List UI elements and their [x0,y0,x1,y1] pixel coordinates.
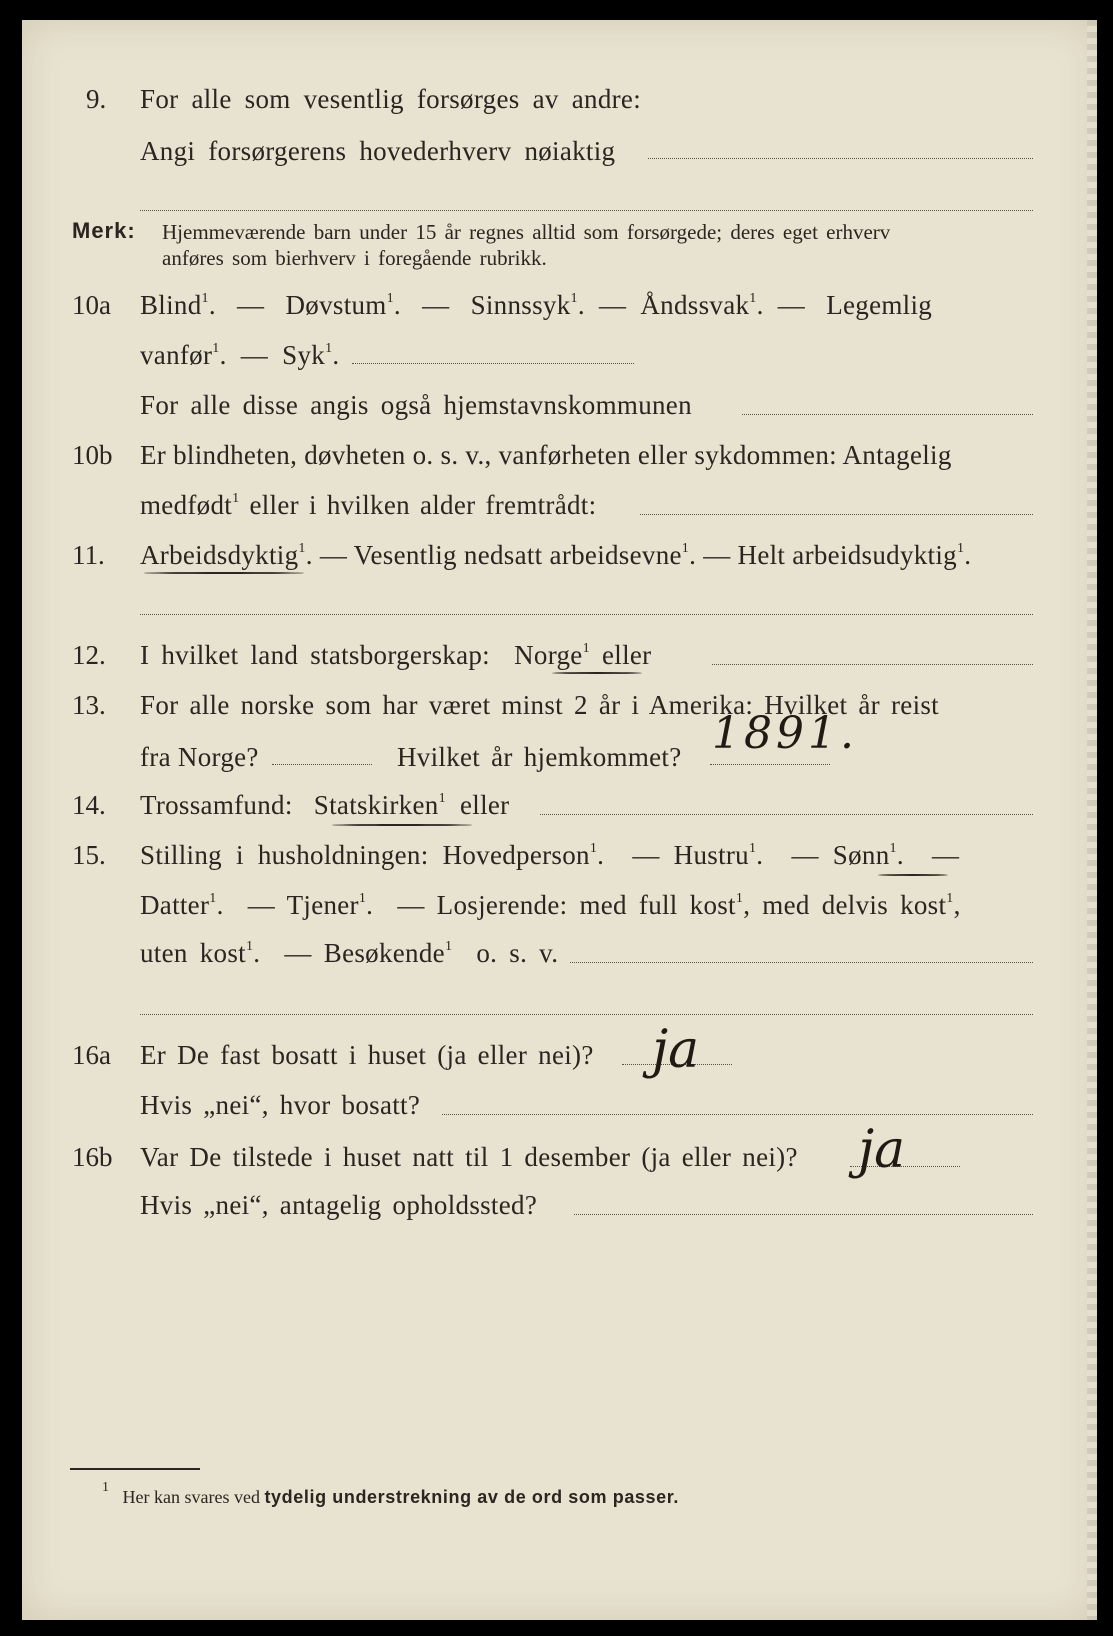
option-blind[interactable]: Blind [140,290,202,320]
q10a-line3: For alle disse angis også hjemstavnskommunen [140,390,692,420]
item-number-14: 14. [72,790,106,820]
q10b-line1: Er blindheten, døvheten o. s. v., vanførheten eller sykdommen: Antagelig [140,440,952,470]
q16a-line2: Hvis „nei“, hvor bosatt? [140,1090,421,1120]
merk-line2: anføres som bierhverv i foregående rubrikk. [162,246,547,270]
option-uten-kost[interactable]: uten kost [140,938,246,968]
footnote-rule [70,1468,200,1470]
q15-answer-line[interactable] [570,962,1033,963]
option-arbeidsudyktig[interactable]: — Helt arbeidsudyktig [703,540,957,570]
q13-fra: fra Norge? [140,742,259,772]
option-tjener[interactable]: — Tjener [247,890,359,920]
q11-answer-line[interactable] [140,614,1033,615]
option-datter[interactable]: Datter [140,890,210,920]
footnote-ref: 1 [358,891,367,906]
footnote-ref: 1 [386,291,394,306]
q10b-line2-rest: eller i hvilken alder fremtrådt: [249,490,597,520]
merk-label: Merk: [72,218,136,243]
q10b-line2 [140,490,596,521]
option-hovedperson[interactable]: Stilling i husholdningen: Hovedperson [140,840,590,870]
handwritten-answer-ja-16a: ja [652,1020,700,1080]
q10b-answer-line[interactable] [640,514,1033,515]
census-form-page [22,20,1097,1620]
handwritten-underline-sonn [878,874,948,876]
q9-line1: For alle som vesentlig forsørges av andre: [140,84,641,114]
merk-line1: Hjemmeværende barn under 15 år regnes alltid som forsørgede; deres eget erhverv [162,220,891,244]
handwritten-underline-statskirken [332,824,472,826]
footnote-ref: 1 [681,541,690,556]
item-number-15: 15. [72,840,106,870]
q16b-line1: Var De tilstede i huset natt til 1 desember (ja eller nei)? [140,1142,798,1172]
footnote-ref: 1 [212,341,220,356]
item-number-13: 13. [72,690,106,720]
item-number-10a: 10a [72,290,111,320]
footnote-ref: 1 [232,491,240,506]
q15-comma: , [953,890,961,920]
q15-line2: Datter$^1$. — Tjener$^1$. — Losjerende: med full kost$^1$, med delvis kost$^1$, [140,890,961,920]
q15-dash: — [931,840,960,870]
q10a-line1: Blind$^1$. — Døvstum$^1$. — Sinnssyk$^1$. — Åndssvak$^1$. — Legemlig [140,290,933,320]
q14-label: Trossamfund: [140,790,293,820]
option-sinnssyk[interactable]: Sinnssyk [470,290,571,320]
option-vanfor[interactable]: vanfør [140,340,213,370]
q15-answer-line-2[interactable] [140,1014,1033,1015]
footnote-ref: 1 [325,341,333,356]
footnote-mark: 1 [102,1480,109,1495]
page-edge [1087,20,1097,1620]
q12-label: I hvilket land statsborgerskap: [140,640,490,670]
handwritten-underline-norge [552,672,642,674]
option-norge[interactable]: Norge [514,640,583,670]
option-besokende[interactable]: — Besøkende [284,938,445,968]
footnote-ref: 1 [438,791,446,806]
footnote-ref: 1 [749,291,757,306]
footnote-ref: 1 [245,939,254,954]
item-number-12: 12. [72,640,106,670]
footnote [102,1480,679,1508]
q13-line1: For alle norske som har været minst 2 år i Amerika: Hvilket år reist [140,690,939,720]
footnote-ref: 1 [589,841,598,856]
q13-reist-answer-line[interactable] [272,764,372,765]
q16a-line1: Er De fast bosatt i huset (ja eller nei)? [140,1040,594,1070]
footnote-text-b: tydelig understrekning av de ord som passer. [264,1487,679,1507]
footnote-ref: 1 [298,541,306,556]
footnote-ref: 1 [444,939,453,954]
option-medfodt[interactable]: medfødt [140,490,233,520]
handwritten-answer-ja-16b: ja [858,1120,906,1180]
q11-line: Arbeidsdyktig$^1$. — Vesentlig nedsatt arbeidsevne$^1$. — Helt arbeidsudyktig$^1$. [140,540,972,570]
footnote-ref: 1 [889,841,897,856]
footnote-ref: 1 [956,541,965,556]
footnote-ref: 1 [748,841,757,856]
option-syk[interactable]: Syk [282,340,326,370]
handwritten-year-1891: 1891. [712,708,858,759]
option-andssvak[interactable]: Åndssvak [640,290,750,320]
q9-answer-line-2[interactable] [140,210,1033,211]
item-number-10b: 10b [72,440,113,470]
footnote-ref: 1 [946,891,954,906]
option-losjerende-full[interactable]: — Losjerende: med full kost [397,890,736,920]
q13-hjem-answer-line[interactable] [710,764,830,765]
item-number-16b: 16b [72,1142,113,1172]
q9-line2: Angi forsørgerens hovederhverv nøiaktig [140,136,616,166]
q9-answer-line[interactable] [648,158,1033,159]
q16a-bosatt-line[interactable] [442,1114,1033,1115]
footnote-ref: 1 [570,291,578,306]
q15-line1: Stilling i husholdningen: Hovedperson$^1$. — Hustru$^1$. — Sønn$^1$. — [140,840,960,870]
q15-osv: o. s. v. [476,938,559,968]
item-number-9: 9. [86,84,107,114]
footnote-text-a: Her kan svares ved [122,1487,260,1507]
q12-line [140,640,651,671]
handwritten-underline-arbeidsdyktig [144,572,304,574]
q16b-opholdssted-line[interactable] [574,1214,1033,1215]
q10a-line2: vanfør$^1$. — Syk$^1$. [140,340,340,370]
q14-eller: eller [460,790,510,820]
q10a-hjemstavn-line[interactable] [742,414,1033,415]
option-sonn[interactable]: — Sønn [791,840,890,870]
q15-line3: uten kost$^1$. — Besøkende$^1$ o. s. v. [140,938,559,968]
q12-answer-line[interactable] [712,664,1033,665]
item-number-16a: 16a [72,1040,111,1070]
option-hustru[interactable]: — Hustru [632,840,749,870]
footnote-ref: 1 [735,891,744,906]
option-arbeidsdyktig[interactable]: Arbeidsdyktig [140,540,299,570]
q12-eller: eller [601,640,652,670]
footnote-ref: 1 [582,641,590,656]
q10a-answer-line[interactable] [352,363,634,364]
option-statskirken[interactable]: Statskirken [313,790,439,820]
item-number-11: 11. [72,540,105,570]
option-nedsatt[interactable]: — Vesentlig nedsatt arbeidsevne [319,540,682,570]
q14-answer-line[interactable] [540,814,1033,815]
q13-hjem: Hvilket år hjemkommet? [397,742,682,772]
footnote-ref: 1 [209,891,217,906]
option-legemlig[interactable]: Legemlig [826,290,933,320]
footnote-ref: 1 [201,291,209,306]
option-dovstum[interactable]: Døvstum [285,290,387,320]
q16b-line2: Hvis „nei“, antagelig opholdssted? [140,1190,538,1220]
q14-line [140,790,509,821]
option-losjerende-delvis[interactable]: , med delvis kost [743,890,947,920]
